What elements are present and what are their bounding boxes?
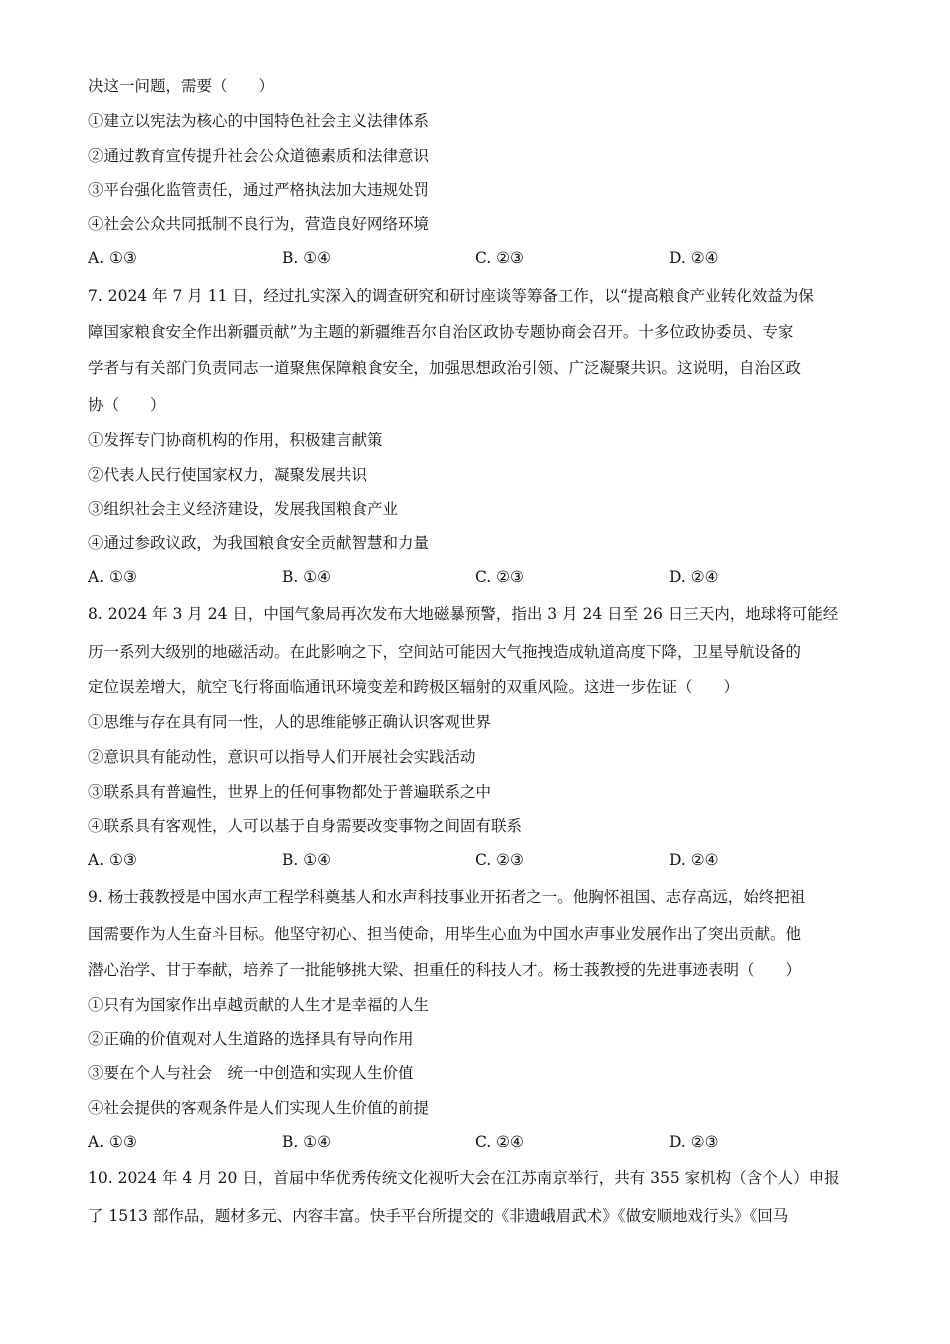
q7-statement-3: ③组织社会主义经济建设，发展我国粮食产业	[88, 500, 399, 518]
q7-option-a: A. ①③	[88, 568, 137, 586]
q8-statement-1: ①思维与存在具有同一性，人的思维能够正确认识客观世界	[88, 713, 492, 731]
q9-option-b: B. ①④	[282, 1133, 332, 1151]
q9-option-a: A. ①③	[88, 1133, 137, 1151]
q8-stem-line-1: 8. 2024 年 3 月 24 日，中国气象局再次发布大地磁暴预警，指出 3 月 24 日至 26 日三天内，地球将可能经	[88, 605, 839, 623]
q9-statement-3: ③要在个人与社会 统一中创造和实现人生价值	[88, 1064, 414, 1082]
q9-statement-1: ①只有为国家作出卓越贡献的人生才是幸福的人生	[88, 996, 430, 1014]
q7-stem-line-2: 障国家粮食安全作出新疆贡献”为主题的新疆维吾尔自治区政协专题协商会召开。十多位政协委员、专家	[88, 323, 794, 341]
q9-stem-line-1: 9. 杨士莪教授是中国水声工程学科奠基人和水声科技事业开拓者之一。他胸怀祖国、志存高远，始终把祖	[88, 888, 806, 906]
q8-statement-2: ②意识具有能动性，意识可以指导人们开展社会实践活动	[88, 748, 476, 766]
q8-statement-4: ④联系具有客观性，人可以基于自身需要改变事物之间固有联系	[88, 817, 523, 835]
q7-stem-line-1: 7. 2024 年 7 月 11 日，经过扎实深入的调查研究和研讨座谈等筹备工作，以“提高粮食产业转化效益为保	[88, 287, 814, 305]
q9-option-d: D. ②③	[669, 1133, 719, 1151]
q9-stem-line-3: 潜心治学、甘于奉献，培养了一批能够挑大梁、担重任的科技人才。杨士莪教授的先进事迹表明（ ）	[88, 961, 802, 979]
q8-options	[88, 850, 868, 870]
q6-statement-3: ③平台强化监管责任，通过严格执法加大违规处罚	[88, 181, 430, 199]
q7-stem-line-4: 协（ ）	[88, 396, 166, 414]
q6-statement-2: ②通过教育宣传提升社会公众道德素质和法律意识	[88, 147, 430, 165]
q8-statement-3: ③联系具有普遍性，世界上的任何事物都处于普遍联系之中	[88, 783, 492, 801]
q8-stem-line-3: 定位误差增大，航空飞行将面临通讯环境变差和跨极区辐射的双重风险。这进一步佐证（ ）	[88, 678, 740, 696]
q9-stem-line-2: 国需要作为人生奋斗目标。他坚守初心、担当使命，用毕生心血为中国水声事业发展作出了突出贡献。他	[88, 925, 802, 943]
q6-statement-1: ①建立以宪法为核心的中国特色社会主义法律体系	[88, 112, 430, 130]
q6-stem-tail: 决这一问题，需要（ ）	[88, 77, 275, 95]
q7-statement-1: ①发挥专门协商机构的作用，积极建言献策	[88, 431, 383, 449]
q6-option-a: A. ①③	[88, 249, 137, 267]
q6-options	[88, 248, 868, 268]
q8-option-c: C. ②③	[475, 851, 524, 869]
q7-option-d: D. ②④	[669, 568, 719, 586]
q6-statement-4: ④社会公众共同抵制不良行为，营造良好网络环境	[88, 215, 430, 233]
q7-statement-4: ④通过参政议政，为我国粮食安全贡献智慧和力量	[88, 534, 430, 552]
q8-option-a: A. ①③	[88, 851, 137, 869]
q7-statement-2: ②代表人民行使国家权力，凝聚发展共识	[88, 466, 368, 484]
q9-statement-2: ②正确的价值观对人生道路的选择具有导向作用	[88, 1030, 414, 1048]
q9-statement-4: ④社会提供的客观条件是人们实现人生价值的前提	[88, 1099, 430, 1117]
q7-stem-line-3: 学者与有关部门负责同志一道聚焦保障粮食安全，加强思想政治引领、广泛凝聚共识。这说明，自治区政	[88, 359, 802, 377]
q6-option-b: B. ①④	[282, 249, 332, 267]
q9-options	[88, 1132, 868, 1152]
q6-option-d: D. ②④	[669, 249, 719, 267]
q7-options	[88, 567, 868, 587]
q10-stem-line-1: 10. 2024 年 4 月 20 日，首届中华优秀传统文化视听大会在江苏南京举行，共有 355 家机构（含个人）申报	[88, 1169, 840, 1187]
q7-option-c: C. ②③	[475, 568, 524, 586]
q6-option-c: C. ②③	[475, 249, 524, 267]
q8-option-b: B. ①④	[282, 851, 332, 869]
q8-stem-line-2: 历一系列大级别的地磁活动。在此影响之下，空间站可能因大气拖拽造成轨道高度下降，卫星导航设备的	[88, 643, 802, 661]
q8-option-d: D. ②④	[669, 851, 719, 869]
q10-stem-line-2: 了 1513 部作品，题材多元、内容丰富。快手平台所提交的《非遗峨眉武术》《做安顺地戏行头》《回马	[88, 1207, 789, 1225]
q7-option-b: B. ①④	[282, 568, 332, 586]
q9-option-c: C. ②④	[475, 1133, 524, 1151]
